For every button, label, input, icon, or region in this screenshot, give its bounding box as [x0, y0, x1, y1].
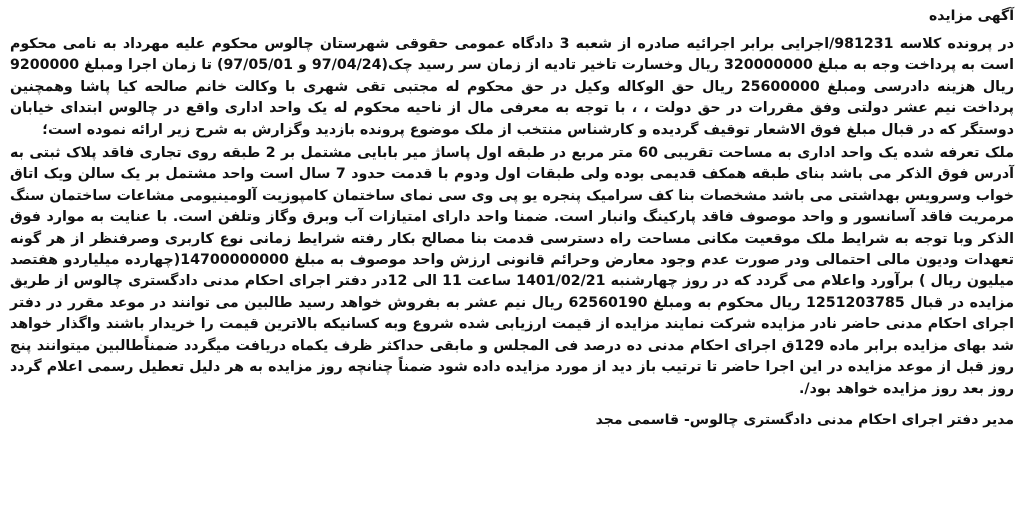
notice-signature: مدیر دفتر اجرای احکام مدنی دادگستری چالوس- قاسمی مجد	[595, 411, 1014, 428]
notice-paragraph-case: در پرونده کلاسه 981231/اجرایی برابر اجرائیه صادره از شعبه 3 دادگاه عمومی حقوقی شهرستان چالوس محکوم علیه مهرداد به نامی محکوم است به پرداخت وجه به مبلغ 320000000 ریال وخسارت تاخیر تادیه از زمان سر رسید چک(97/04/24 و 97/05/01) تا زمان اجرا ومبلغ 9200000 ریال هزینه دادرسی ومبلغ 25600000 ریال حق الوکاله وکیل در حق محکوم له مجتبی تقی شهری با وکالت خانم صالحه کیا پاشا وهمچنین پرداخت نیم عشر دولتی وفق مقررات در حق دولت ، ، با توجه به معرفی مال از ناحیه محکوم له یک واحد اداری واقع در چالوس ابتدای خیابان دوستگر که در قبال مبلغ فوق الاشعار توقیف گردیده و کارشناس منتخب از ملک موضوع پرونده بازدید وگزارش به شرح زیر ارائه نموده است؛	[10, 36, 1015, 138]
auction-notice	[10, 6, 1014, 517]
notice-paragraph-property: ملک تعرفه شده یک واحد اداری به مساحت تقریبی 60 متر مربع در طبقه اول پاساژ میر بابایی مشتمل بر 2 طبقه روی تجاری فاقد پلاک ثبتی به آدرس فوق الذکر می باشد بنای طبقه همکف قدیمی بوده ولی طبقات اول ودوم با قدمت حدود 7 سال است واحد مشتمل بر یک سالن ویک اتاق خواب وسرویس بهداشتی می باشد مشخصات بنا کف سرامیک پنجره یو پی وی سی نمای ساختمان کامپوزیت آلومینیومی مشاعات ساختمان سنگ مرمریت فاقد آسانسور و واحد موصوف فاقد پارکینگ وانبار است. ضمنا واحد دارای امتیازات آب وبرق وگاز وتلفن است. با عنایت به موارد فوق الذکر وبا توجه به شرایط ملک موقعیت مکانی مساحت راه دسترسی قدمت بنا مصالح بکار رفته شرایط زمانی نوع کاربری وصرفنظر از هر گونه تعهدات ودیون مالی احتمالی ودر صورت عدم وجود معارض وحرائم قانونی ارزش واحد موصوف به مبلغ 14700000000(چهارده میلیاردو هفتصد میلیون ریال ) برآورد واعلام می گردد که در روز چهارشنبه 1401/02/21 ساعت 11 الی 12در دفتر اجرای احکام مدنی دادگستری چالوس از طریق مزایده در قبال 1251203785 ریال محکوم به ومبلغ 62560190 ریال نیم عشر به بفروش خواهد رسید طالبین می توانند در موعد مقرر در دفتر اجرای احکام مدنی حاضر نادر مزایده شرکت نمایند مزایده از قیمت ارزیابی شده شروع وبه کسانیکه بالاترین قیمت را خریدار باشند واگذار خواهد شد بهای مزایده برابر ماده 129ق اجرای احکام مدنی ده درصد فی المجلس و مابقی حداکثر ظرف یکماه دریافت میگردد ضمناًطالبین میتوانند پنج روز قبل از موعد مزایده در این اجرا حاضر تا ترتیب باز دید از مورد مزایده داده شود ضمناً چنانچه روز مزایده به هر دلیل تعطیل رسمی اعلام گردد روز بعد روز مزایده خواهد بود/.	[10, 145, 1014, 397]
notice-title: آگهی مزایده	[928, 8, 1014, 24]
